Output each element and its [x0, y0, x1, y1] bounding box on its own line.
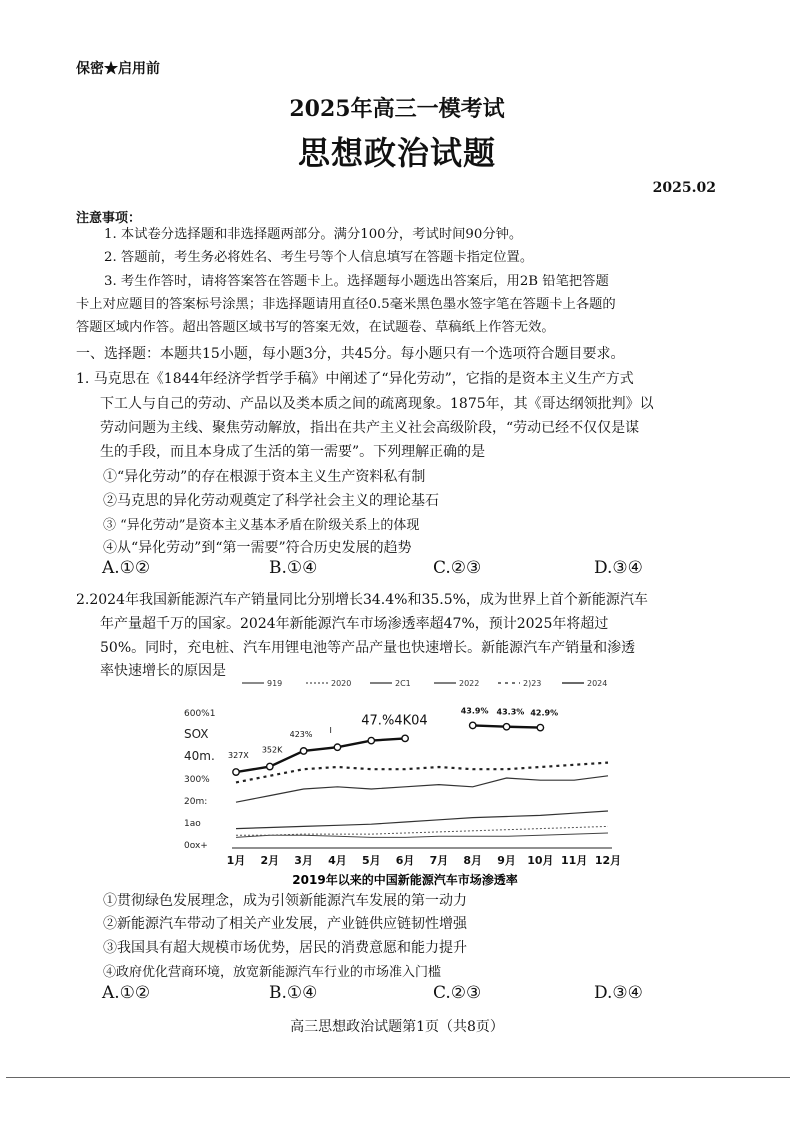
legend-label: 2C1	[395, 679, 411, 688]
y-tick-label: 20m:	[184, 797, 208, 807]
chart-y-axis	[184, 709, 215, 851]
data-point	[402, 735, 408, 741]
x-tick-label: 3月	[294, 854, 313, 867]
chart-legend	[242, 679, 607, 688]
q1-option: ③ “异化劳动”是资本主义基本矛盾在阶级关系上的体现	[103, 518, 420, 533]
data-point	[334, 744, 340, 750]
q1-line: 生的手段，而且本身成了生活的第一需要”。下列理解正确的是	[100, 444, 486, 460]
chart-series	[233, 722, 608, 837]
series-line-2022	[236, 776, 608, 802]
q2-line: 50%。同时，充电桩、汽车用锂电池等产品产量也快速增长。新能源汽车产销量和渗透	[100, 640, 636, 656]
x-tick-label: 1月	[226, 854, 246, 867]
q1-option: ④从“异化劳动”到“第一需要”符合历史发展的趋势	[103, 540, 412, 556]
y-tick-label: 0ox+	[184, 841, 208, 851]
bottom-rule	[6, 1077, 790, 1078]
data-label: 352K	[261, 745, 283, 755]
data-label: 43.3%	[496, 707, 525, 717]
q1-option: ②马克思的异化劳动观奠定了科学社会主义的理论基石	[103, 493, 439, 509]
series-line-2020	[236, 826, 608, 835]
data-point	[233, 769, 239, 775]
data-label: 43.9%	[460, 706, 489, 716]
x-tick-label: 4月	[328, 854, 347, 867]
y-tick-label: SOX	[184, 727, 209, 741]
q2-line: 年产量超千万的国家。2024年新能源汽车市场渗透率超47%，预计2025年将超过	[100, 616, 609, 632]
y-tick-label: 1ao	[184, 819, 201, 829]
q2-answer-c[interactable]: C.②③	[433, 983, 482, 1003]
subject-title: 思想政治试题	[297, 134, 496, 172]
y-tick-label: 300%	[184, 775, 210, 785]
q1-line: 劳动问题为主线、聚焦劳动解放，指出在共产主义社会高级阶段，“劳动已经不仅仅是谋	[100, 420, 640, 436]
note-item: 2. 答题前，考生务必将姓名、考生号等个人信息填写在答题卡指定位置。	[104, 250, 534, 265]
chart-title: 2019年以来的中国新能源汽车市场渗透率	[292, 873, 518, 887]
q1-line: 下工人与自己的劳动、产品以及类本质之间的疏离现象。1875年，其《哥达纲领批判》以	[100, 396, 654, 412]
q1-option: ①“异化劳动”的存在根源于资本主义生产资料私有制	[103, 469, 426, 485]
note-item: 卡上对应题目的答案标号涂黑；非选择题请用直径0.5毫米黑色墨水签字笔在答题卡上各题的	[76, 297, 616, 312]
x-tick-label: 6月	[395, 854, 415, 867]
x-tick-label: 2月	[260, 854, 280, 867]
legend-label: 2022	[459, 679, 480, 688]
q2-option: ③我国具有超大规模市场优势，居民的消费意愿和能力提升	[103, 940, 467, 956]
data-point	[368, 737, 374, 743]
data-point	[267, 763, 273, 769]
q2-answer-d[interactable]: D.③④	[594, 983, 643, 1003]
penetration-chart	[180, 676, 630, 892]
legend-label: 2)23	[523, 679, 542, 688]
q2-line: 2.2024年我国新能源汽车产销量同比分别增长34.4%和35.5%，成为世界上首个新能源汽车	[76, 592, 648, 608]
exam-title: 2025年高三一模考试	[289, 96, 505, 122]
data-point	[300, 748, 306, 754]
data-point	[503, 724, 509, 730]
q1-answer-c[interactable]: C.②③	[433, 558, 482, 578]
section-heading: 一、选择题：本题共15小题，每小题3分，共45分。每小题只有一个选项符合题目要求。	[76, 346, 625, 362]
y-tick-label: 40m.	[184, 749, 215, 763]
legend-label: 919	[267, 679, 283, 688]
q2-option: ②新能源汽车带动了相关产业发展，产业链供应链韧性增强	[103, 916, 467, 932]
x-tick-label: 10月	[527, 854, 554, 867]
q2-answer-b[interactable]: B.①④	[269, 983, 318, 1003]
x-tick-label: 9月	[497, 854, 516, 867]
series-line-919	[236, 833, 608, 837]
y-tick-label: 600%1	[184, 709, 216, 719]
legend-label: 2024	[587, 679, 608, 688]
data-point	[470, 722, 476, 728]
q1-answer-b[interactable]: B.①④	[269, 558, 318, 578]
q1-answer-a[interactable]: A.①②	[102, 558, 151, 578]
q1-line: 1. 马克思在《1844年经济学哲学手稿》中阐述了“异化劳动”，它指的是资本主义生产方式	[76, 371, 634, 387]
q2-answer-a[interactable]: A.①②	[102, 983, 151, 1003]
series-line-2)23	[236, 763, 608, 783]
x-tick-label: 11月	[561, 854, 588, 867]
x-tick-label: 12月	[594, 854, 622, 867]
chart-x-axis	[227, 854, 621, 867]
notes-heading: 注意事项：	[76, 211, 142, 226]
q1-answer-d[interactable]: D.③④	[594, 558, 643, 578]
legend-label: 2020	[331, 679, 352, 688]
data-label: 423%	[289, 729, 313, 739]
note-item: 3. 考生作答时，请将答案答在答题卡上。选择题每小题选出答案后，用2B 铅笔把答题	[104, 274, 609, 289]
page-footer: 高三思想政治试题第1页（共8页）	[290, 1019, 504, 1035]
q2-line: 率快速增长的原因是	[100, 663, 226, 679]
q2-option: ④政府优化营商环境，放宽新能源汽车行业的市场准入门槛	[103, 965, 442, 980]
exam-date: 2025.02	[652, 180, 716, 196]
series-line-2C1	[236, 811, 608, 829]
data-point	[537, 724, 543, 730]
data-label: 42.9%	[530, 708, 559, 718]
note-item: 1. 本试卷分选择题和非选择题两部分。满分100分，考试时间90分钟。	[104, 227, 523, 242]
x-tick-label: 7月	[429, 854, 449, 867]
x-tick-label: 8月	[463, 854, 483, 867]
chart-annotations	[228, 706, 558, 760]
x-tick-label: 5月	[361, 854, 381, 867]
note-item: 答题区域内作答。超出答题区域书写的答案无效，在试题卷、草稿纸上作答无效。	[76, 320, 555, 335]
data-label: I	[329, 726, 332, 736]
q2-option: ①贯彻绿色发展理念，成为引领新能源汽车发展的第一动力	[103, 893, 467, 909]
data-label: 47.%4K04	[361, 713, 428, 729]
confidential-mark: 保密★启用前	[76, 61, 160, 77]
data-label: 327X	[228, 751, 249, 761]
